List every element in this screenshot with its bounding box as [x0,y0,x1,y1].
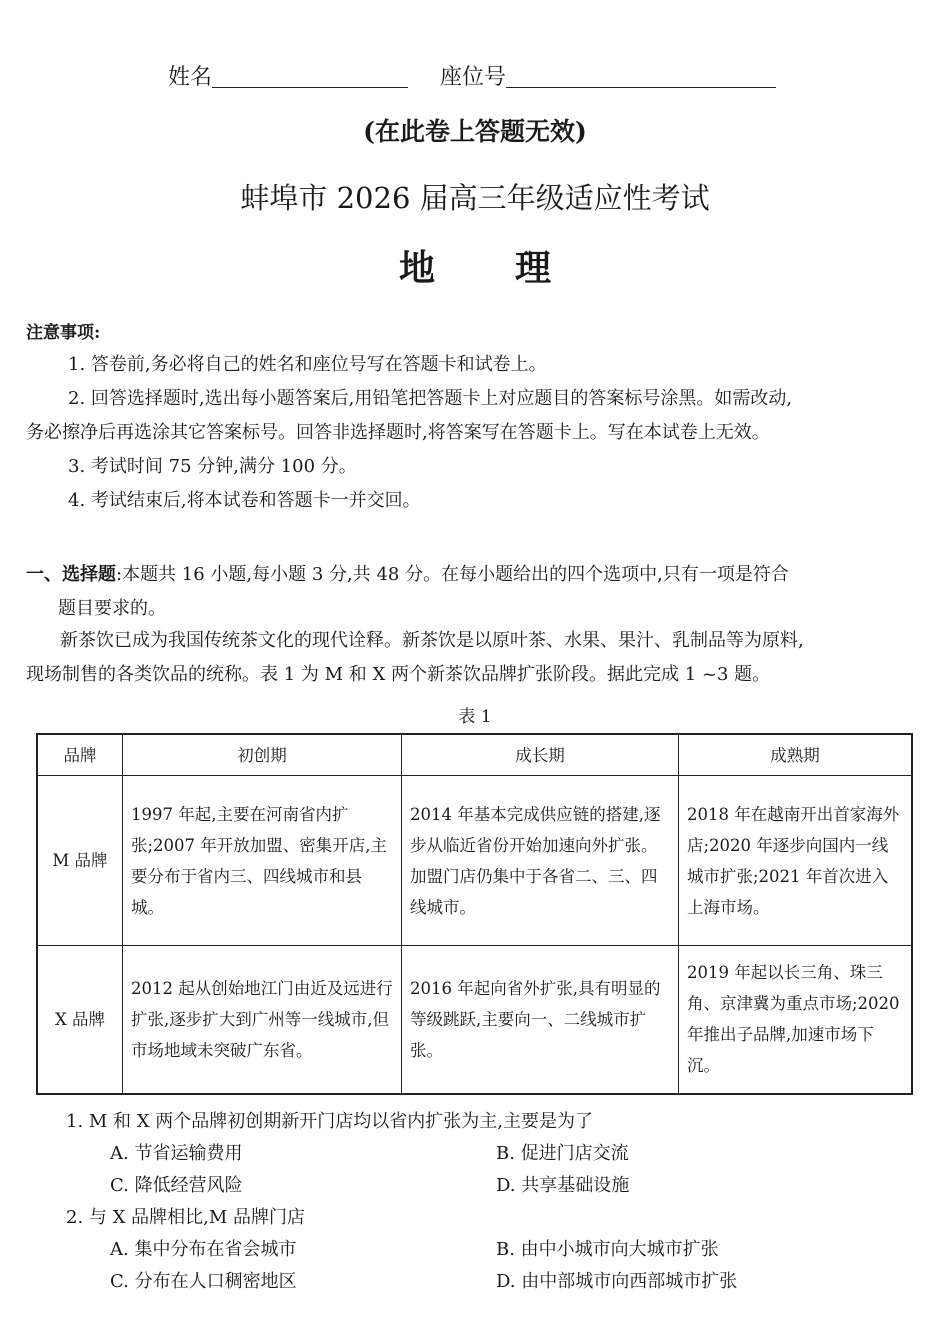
option-a[interactable]: A. 集中分布在省会城市 [110,1239,297,1260]
brand-expansion-table [36,733,913,1095]
growth-cell: 2016 年起向省外扩张,具有明显的等级跳跃,主要向一、二线城市扩张。 [402,946,679,1094]
seat-blank[interactable] [506,65,776,88]
question-stem: 1. M 和 X 两个品牌初创期新开门店均以省内扩张为主,主要是为了 [66,1111,594,1132]
option-a[interactable]: A. 节省运输费用 [110,1143,243,1164]
section-title-bold: 一、选择题 [26,564,116,585]
invalid-notice: (在此卷上答题无效) [363,117,587,146]
note-item: 1. 答卷前,务必将自己的姓名和座位号写在答题卡和试卷上。 [68,354,547,375]
header-growth: 成长期 [402,734,679,776]
header-brand: 品牌 [37,734,123,776]
note-item: 务必擦净后再选涂其它答案标号。回答非选择题时,将答案写在答题卡上。写在本试卷上无效。 [26,422,770,443]
exam-title: 蚌埠市 2026 届高三年级适应性考试 [240,181,710,215]
name-label: 姓名 [168,65,213,90]
notes-title: 注意事项: [26,323,101,343]
table-header-row [37,734,912,776]
header-mature: 成熟期 [679,734,913,776]
intro-paragraph [26,624,926,692]
growth-cell: 2014 年基本完成供应链的搭建,逐步从临近省份开始加速向外扩张。加盟门店仍集中于各省二、三、四线城市。 [402,776,679,946]
table-row [37,946,912,1094]
note-item: 2. 回答选择题时,选出每小题答案后,用铅笔把答题卡上对应题目的答案标号涂黑。如需改动, [68,388,793,409]
intro-line: 现场制售的各类饮品的统称。表 1 为 M 和 X 两个新茶饮品牌扩张阶段。据此完成 1 ~3 题。 [26,664,771,685]
brand-cell: M 品牌 [37,776,123,946]
mature-cell: 2019 年起以长三角、珠三角、京津冀为重点市场;2020 年推出子品牌,加速市场下沉。 [679,946,913,1094]
option-d[interactable]: D. 由中部城市向西部城市扩张 [496,1271,738,1292]
option-d[interactable]: D. 共享基础设施 [496,1175,630,1196]
name-blank[interactable] [212,65,408,88]
section-title-text: :本题共 16 小题,每小题 3 分,共 48 分。在每小题给出的四个选项中,只有一项是符合 [116,564,789,585]
subject-title: 地理 [398,247,631,289]
candidate-info-line [168,60,776,91]
brand-cell: X 品牌 [37,946,123,1094]
section-title-line2: 题目要求的。 [58,598,166,619]
header-start: 初创期 [123,734,402,776]
table-caption: 表 1 [458,707,492,727]
question-stem: 2. 与 X 品牌相比,M 品牌门店 [66,1207,306,1228]
option-c[interactable]: C. 降低经营风险 [110,1175,243,1196]
start-cell: 1997 年起,主要在河南省内扩张;2007 年开放加盟、密集开店,主要分布于省内三、四线城市和县城。 [123,776,402,946]
intro-line: 新茶饮已成为我国传统茶文化的现代诠释。新茶饮是以原叶茶、水果、果汁、乳制品等为原料, [60,630,804,651]
option-b[interactable]: B. 由中小城市向大城市扩张 [496,1239,719,1260]
note-item: 4. 考试结束后,将本试卷和答题卡一并交回。 [68,490,421,511]
table-row [37,776,912,946]
note-item: 3. 考试时间 75 分钟,满分 100 分。 [68,456,357,477]
seat-label: 座位号 [440,65,507,90]
section-heading [26,558,926,626]
mature-cell: 2018 年在越南开出首家海外店;2020 年逐步向国内一线城市扩张;2021 年首次进入上海市场。 [679,776,913,946]
start-cell: 2012 起从创始地江门由近及远进行扩张,逐步扩大到广州等一线城市,但市场地域未突破广东省。 [123,946,402,1094]
notes-list [26,348,926,518]
option-c[interactable]: C. 分布在人口稠密地区 [110,1271,297,1292]
option-b[interactable]: B. 促进门店交流 [496,1143,629,1164]
